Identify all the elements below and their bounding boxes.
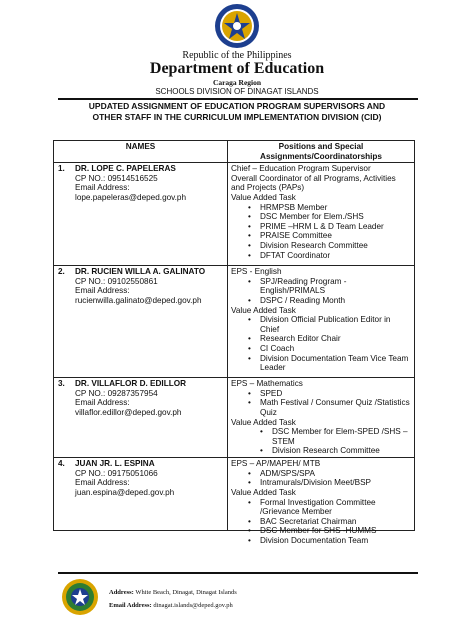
- email-address: lope.papeleras@deped.gov.ph: [75, 192, 187, 202]
- list-item: • Division Research Committee: [260, 446, 411, 456]
- address-label: Address:: [109, 589, 134, 596]
- email-label: Email Address:: [75, 286, 130, 296]
- footer-email: [109, 602, 233, 609]
- names-column-header: NAMES: [54, 141, 228, 163]
- row-number: 4.: [58, 459, 65, 469]
- phone-number: CP NO.: 09175051066: [75, 468, 158, 478]
- header-divider: [58, 98, 418, 100]
- list-item: • DSPC / Reading Month: [248, 296, 411, 306]
- name-cell: [54, 163, 228, 266]
- person-name: DR. RUCIEN WILLA A. GALINATO: [75, 267, 206, 277]
- region-label: Caraga Region: [212, 78, 262, 87]
- email-address: rucienwilla.galinato@deped.gov.ph: [75, 295, 202, 305]
- email-label: Email Address:: [75, 398, 130, 408]
- name-cell: [54, 266, 228, 378]
- footer-divider: [58, 572, 418, 574]
- row-number: 3.: [58, 379, 65, 389]
- assignment-cell: [228, 458, 415, 545]
- assignment-list: [231, 277, 411, 306]
- table-row: [54, 163, 415, 266]
- list-item: • Division Research Committee: [248, 241, 411, 251]
- list-item: • ADM/SPS/SPA: [248, 469, 411, 479]
- list-item: • Math Festival / Consumer Quiz /Statistics Quiz: [248, 398, 411, 417]
- division-logo-icon: [61, 578, 99, 616]
- assignment-table: [53, 140, 415, 545]
- title-line-1: UPDATED ASSIGNMENT OF EDUCATION PROGRAM SUPERVISORS AND: [88, 101, 386, 111]
- list-item: • Intramurals/Division Meet/BSP: [248, 478, 411, 488]
- assignment-cell: [228, 163, 415, 266]
- position-title: EPS – AP/MAPEH/ MTB: [231, 459, 321, 469]
- person-name: JUAN JR. L. ESPINA: [75, 459, 155, 469]
- list-item: • DFTAT Coordinator: [248, 251, 411, 261]
- row-number: 1.: [58, 164, 65, 174]
- list-item: • DSC Member for Elem./SHS: [248, 212, 411, 222]
- title-line-2: OTHER STAFF IN THE CURRICULUM IMPLEMENTATION DIVISION (CID): [92, 112, 382, 122]
- assignment-list: [231, 203, 411, 261]
- assignment-cell: [228, 378, 415, 458]
- email-address: villaflor.edillor@deped.gov.ph: [75, 407, 182, 417]
- email-label: Email Address:: [75, 183, 130, 193]
- table-row: [54, 266, 415, 378]
- document-title: [40, 101, 434, 123]
- table-row: [54, 458, 415, 531]
- republic-label: Republic of the Philippines: [182, 50, 292, 61]
- list-item: • SPED: [248, 389, 411, 399]
- list-item: • DSC Member for Elem-SPED /SHS –STEM: [260, 427, 411, 446]
- name-cell: [54, 458, 228, 531]
- footer-email-label: Email Address:: [109, 602, 152, 609]
- assignment-list: [231, 389, 411, 418]
- list-item: • Division Official Publication Editor in Chief: [248, 315, 411, 334]
- deped-seal-icon: [214, 3, 260, 49]
- assignment-line: Overall Coordinator of all Programs, Activities and Projects (PAPs): [231, 173, 396, 193]
- phone-number: CP NO.: 09102550861: [75, 276, 158, 286]
- position-title: EPS - English: [231, 267, 282, 277]
- list-item: • PRIME –HRM L & D Team Leader: [248, 222, 411, 232]
- assignment-cell: [228, 266, 415, 378]
- table-header-row: [54, 141, 415, 163]
- row-number: 2.: [58, 267, 65, 277]
- list-item: • Formal Investigation Committee /Grievance Member: [248, 498, 411, 517]
- position-title: EPS – Mathematics: [231, 379, 303, 389]
- list-item: • CI Coach: [248, 344, 411, 354]
- list-item: • BAC Secretariat Chairman: [248, 517, 411, 527]
- name-cell: [54, 378, 228, 458]
- value-added-label: Value Added Task: [231, 417, 296, 427]
- person-name: DR. LOPE C. PAPELERAS: [75, 164, 176, 174]
- email-label: Email Address:: [75, 478, 130, 488]
- value-added-list: [231, 427, 411, 456]
- position-title: Chief – Education Program Supervisor: [231, 164, 371, 174]
- assignment-list: [231, 469, 411, 488]
- list-item: • PRAISE Committee: [248, 231, 411, 241]
- phone-number: CP NO.: 09514516525: [75, 173, 158, 183]
- value-added-label: Value Added Task: [231, 192, 296, 202]
- phone-number: CP NO.: 09287357954: [75, 388, 158, 398]
- list-item: • DSC Member for SHS -HUMMS: [248, 526, 411, 536]
- department-title: Department of Education: [149, 60, 325, 77]
- value-added-list: [231, 315, 411, 373]
- footer-email-value: dinagat.islands@deped.gov.ph: [153, 602, 233, 609]
- table-row: [54, 378, 415, 458]
- email-address: juan.espina@deped.gov.ph: [75, 487, 175, 497]
- footer-address: [109, 589, 237, 596]
- list-item: • HRMPSB Member: [248, 203, 411, 213]
- positions-column-header: Positions and Special Assignments/Coordinatorships: [228, 141, 415, 163]
- address-value: White Beach, Dinagat, Dinagat Islands: [135, 589, 237, 596]
- list-item: • Research Editor Chair: [248, 334, 411, 344]
- list-item: • SPJ/Reading Program - English/PRIMALS: [248, 277, 411, 296]
- value-added-label: Value Added Task: [231, 305, 296, 315]
- list-item: • Division Documentation Team Vice Team Leader: [248, 354, 411, 373]
- list-item: • Division Documentation Team: [248, 536, 411, 546]
- division-label: SCHOOLS DIVISION OF DINAGAT ISLANDS: [155, 87, 319, 96]
- value-added-list: [231, 498, 411, 546]
- value-added-label: Value Added Task: [231, 487, 296, 497]
- person-name: DR. VILLAFLOR D. EDILLOR: [75, 379, 186, 389]
